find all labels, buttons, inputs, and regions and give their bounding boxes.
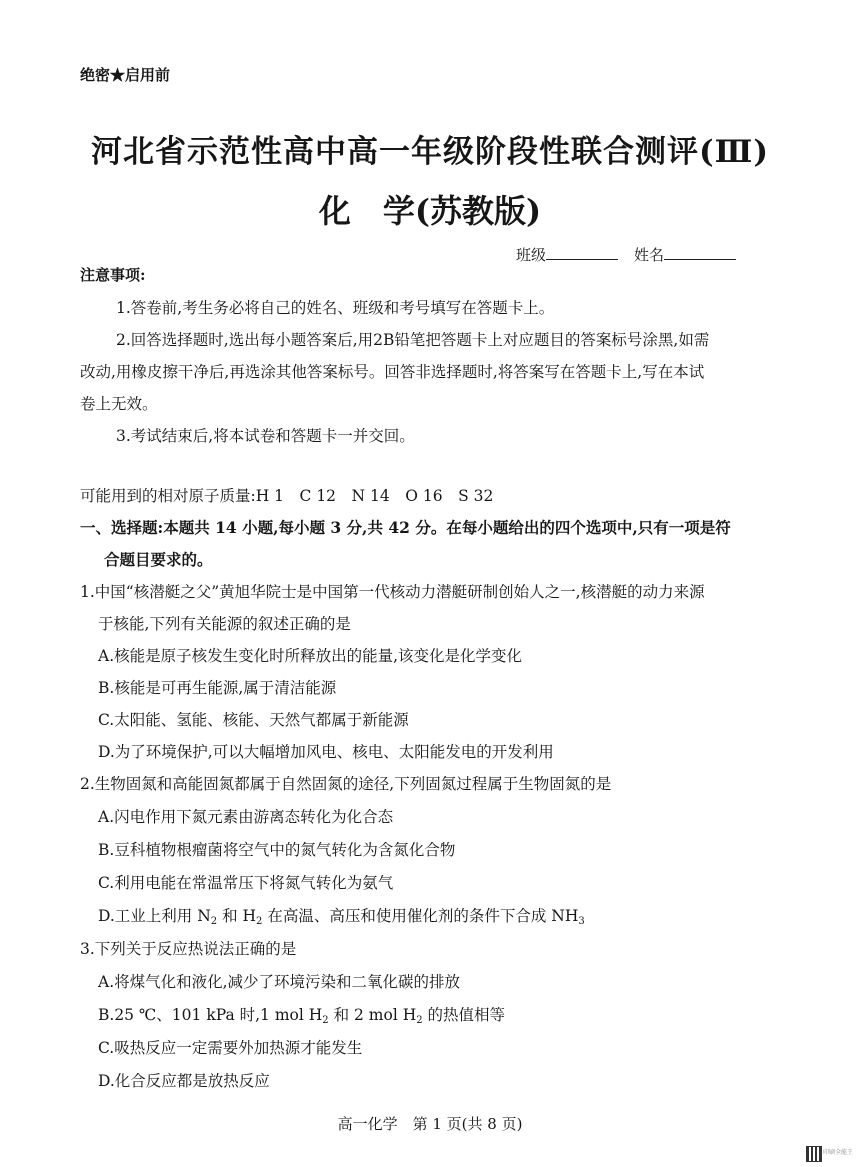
- section-1-heading-line-1: 一、选择题:本题共 14 小题,每小题 3 分,共 42 分。在每小题给出的四个选项中,只有一项是符: [80, 518, 731, 537]
- q3-b-text-1: B.25 ℃、101 kPa 时,1 mol H: [98, 1006, 323, 1024]
- q1-stem-line-2: 于核能,下列有关能源的叙述正确的是: [98, 615, 351, 633]
- student-info-fields: [516, 244, 736, 265]
- q3-option-d: D.化合反应都是放热反应: [98, 1072, 270, 1090]
- name-label: 姓名: [634, 246, 665, 264]
- q3-option-c: C.吸热反应一定需要外加热源才能发生: [98, 1039, 363, 1057]
- q3-stem: 3.下列关于反应热说法正确的是: [80, 940, 297, 958]
- class-blank: [546, 245, 618, 260]
- qr-code-icon: [806, 1146, 822, 1162]
- subject-title-b: 学(苏教版): [382, 192, 542, 230]
- q2-stem: 2.生物固氮和高能固氮都属于自然固氮的途径,下列固氮过程属于生物固氮的是: [80, 775, 612, 793]
- q3-b-sub-1: 2: [322, 1015, 329, 1026]
- subject-title-a: 化: [318, 192, 351, 230]
- q1-option-c: C.太阳能、氢能、核能、天然气都属于新能源: [98, 711, 409, 729]
- exam-title: 河北省示范性高中高一年级阶段性联合测评(Ⅲ): [90, 134, 770, 170]
- q2-option-c: C.利用电能在常温常压下将氮气转化为氨气: [98, 874, 394, 892]
- q3-b-text-3: 的热值相等: [422, 1006, 506, 1024]
- q3-b-text-2: 和 2 mol H: [328, 1006, 417, 1024]
- notice-heading: 注意事项:: [80, 266, 146, 284]
- q2-d-text-1: D.工业上利用 N: [98, 907, 211, 925]
- notice-item-3: 3.考试结束后,将本试卷和答题卡一并交回。: [116, 427, 415, 445]
- section-1-heading-line-2: 合题目要求的。: [104, 550, 213, 569]
- watermark-text: 印刷全能王: [823, 1149, 854, 1156]
- q2-d-sub-3: 3: [578, 916, 585, 927]
- q3-b-sub-2: 2: [416, 1015, 423, 1026]
- q1-option-a: A.核能是原子核发生变化时所释放出的能量,该变化是化学变化: [98, 647, 523, 665]
- q1-option-b: B.核能是可再生能源,属于清洁能源: [98, 679, 337, 697]
- notice-item-2-line-2: 改动,用橡皮擦干净后,再选涂其他答案标号。回答非选择题时,将答案写在答题卡上,写在本试: [80, 363, 705, 381]
- q3-option-a: A.将煤气化和液化,减少了环境污染和二氧化碳的排放: [98, 973, 461, 991]
- page-footer: 高一化学 第 1 页(共 8 页): [337, 1115, 523, 1133]
- q2-d-sub-2: 2: [256, 916, 263, 927]
- confidential-mark: 绝密★启用前: [80, 66, 171, 84]
- q2-d-text-2: 和 H: [217, 907, 257, 925]
- notice-item-2-line-1: 2.回答选择题时,选出每小题答案后,用2B铅笔把答题卡上对应题目的答案标号涂黑,如需: [116, 331, 710, 349]
- q1-stem-line-1: 1.中国“核潜艇之父”黄旭华院士是中国第一代核动力潜艇研制创始人之一,核潜艇的动力来源: [80, 583, 705, 601]
- class-label: 班级: [516, 246, 547, 264]
- notice-item-1: 1.答卷前,考生务必将自己的姓名、班级和考号填写在答题卡上。: [116, 299, 555, 317]
- q2-d-text-3: 在高温、高压和使用催化剂的条件下合成 NH: [262, 907, 579, 925]
- q2-option-d: [98, 904, 585, 926]
- subject-title: [0, 186, 860, 232]
- q2-option-b: B.豆科植物根瘤菌将空气中的氮气转化为含氮化合物: [98, 841, 456, 859]
- name-blank: [664, 245, 736, 260]
- scanner-watermark: [823, 1147, 857, 1157]
- q2-option-a: A.闪电作用下氮元素由游离态转化为化合态: [98, 808, 394, 826]
- q2-d-sub-1: 2: [210, 916, 218, 927]
- q1-option-d: D.为了环境保护,可以大幅增加风电、核电、太阳能发电的开发利用: [98, 743, 554, 761]
- q3-option-b: [98, 1003, 505, 1025]
- atomic-mass-line: 可能用到的相对原子质量:H 1 C 12 N 14 O 16 S 32: [80, 487, 494, 505]
- notice-item-2-line-3: 卷上无效。: [80, 395, 158, 413]
